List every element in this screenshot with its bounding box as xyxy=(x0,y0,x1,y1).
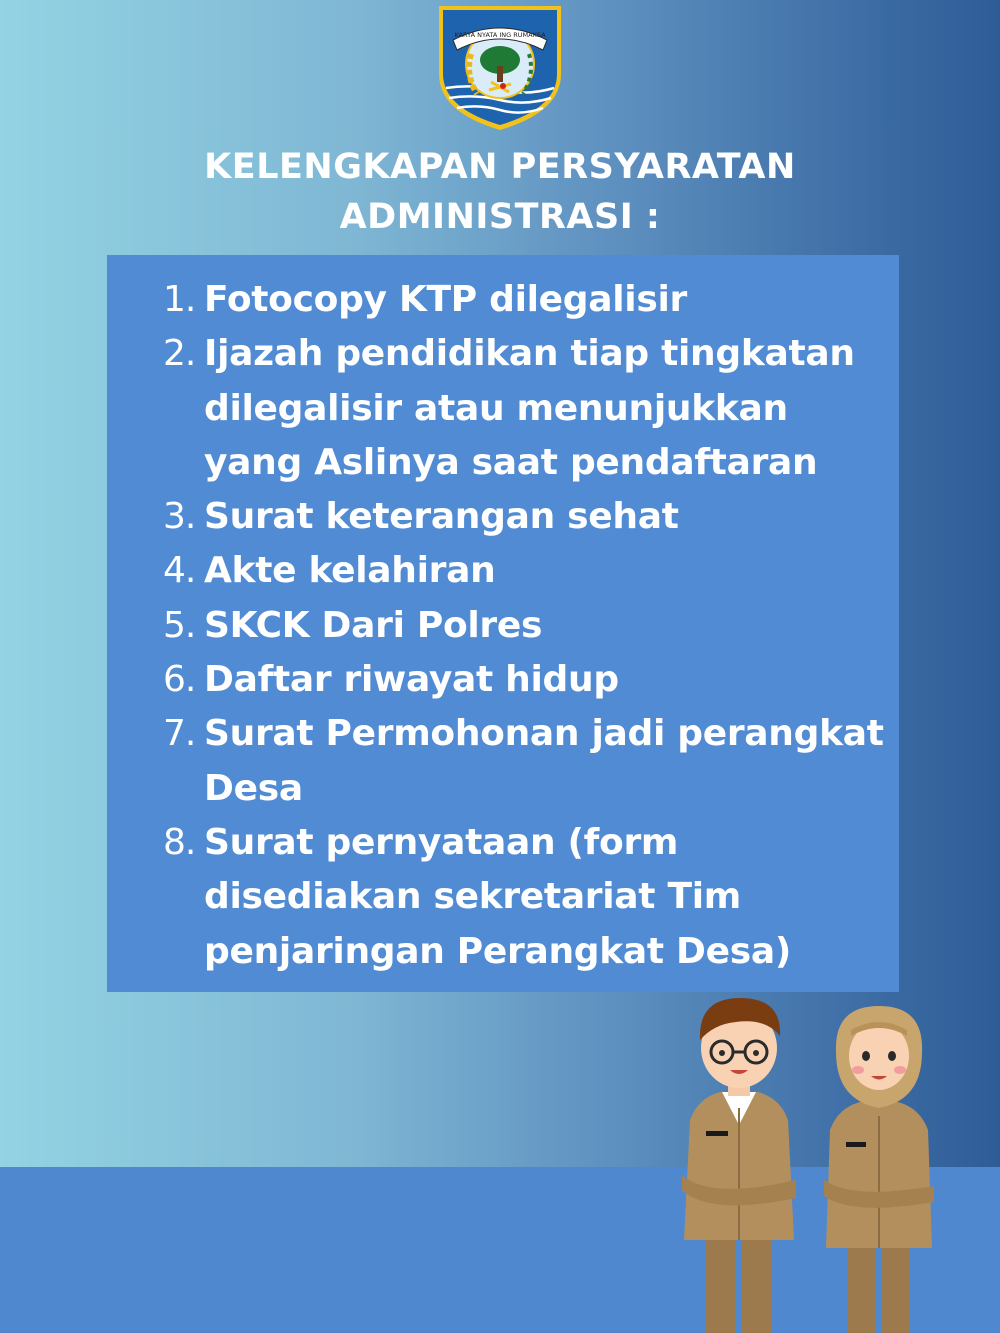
list-item-text: Surat pernyataan (form disediakan sekretariat Tim penjaringan Perangkat Desa) xyxy=(204,821,791,972)
list-item-text: Surat Permohonan jadi perangkat Desa xyxy=(204,713,884,809)
list-item-number: 4. xyxy=(163,550,196,592)
list-item xyxy=(163,653,893,707)
list-item xyxy=(163,707,893,816)
regency-emblem-logo xyxy=(433,4,567,132)
requirements-list xyxy=(163,273,893,979)
female-civil-servant-figure xyxy=(824,1006,934,1333)
list-item-text: Surat keterangan sehat xyxy=(204,496,679,538)
list-item-text: Daftar riwayat hidup xyxy=(204,659,619,701)
list-item xyxy=(163,816,893,979)
page-title xyxy=(0,142,1000,242)
logo-motto: KARYA NYATA ING RUMAKSA xyxy=(454,31,546,39)
list-item-number: 3. xyxy=(163,496,196,538)
list-item xyxy=(163,273,893,327)
list-item xyxy=(163,490,893,544)
list-item-number: 1. xyxy=(163,279,196,320)
list-item xyxy=(163,544,893,598)
list-item xyxy=(163,327,893,490)
civil-servants-illustration xyxy=(670,990,970,1333)
list-item xyxy=(163,599,893,653)
list-item-number: 2. xyxy=(163,333,196,375)
list-item-text: SKCK Dari Polres xyxy=(204,604,543,646)
list-item-number: 5. xyxy=(163,604,196,646)
male-civil-servant-figure xyxy=(682,998,796,1333)
title-line-2: ADMINISTRASI : xyxy=(339,197,661,237)
list-item-number: 8. xyxy=(163,821,196,863)
list-item-text: Akte kelahiran xyxy=(204,550,496,592)
requirements-panel xyxy=(107,255,899,992)
list-item-text: Fotocopy KTP dilegalisir xyxy=(204,279,687,320)
list-item-number: 7. xyxy=(163,713,196,755)
list-item-text: Ijazah pendidikan tiap tingkatan dilegalisir atau menunjukkan yang Aslinya saat pendaftaran xyxy=(204,333,855,483)
list-item-number: 6. xyxy=(163,659,196,701)
title-line-1: KELENGKAPAN PERSYARATAN xyxy=(204,147,796,187)
